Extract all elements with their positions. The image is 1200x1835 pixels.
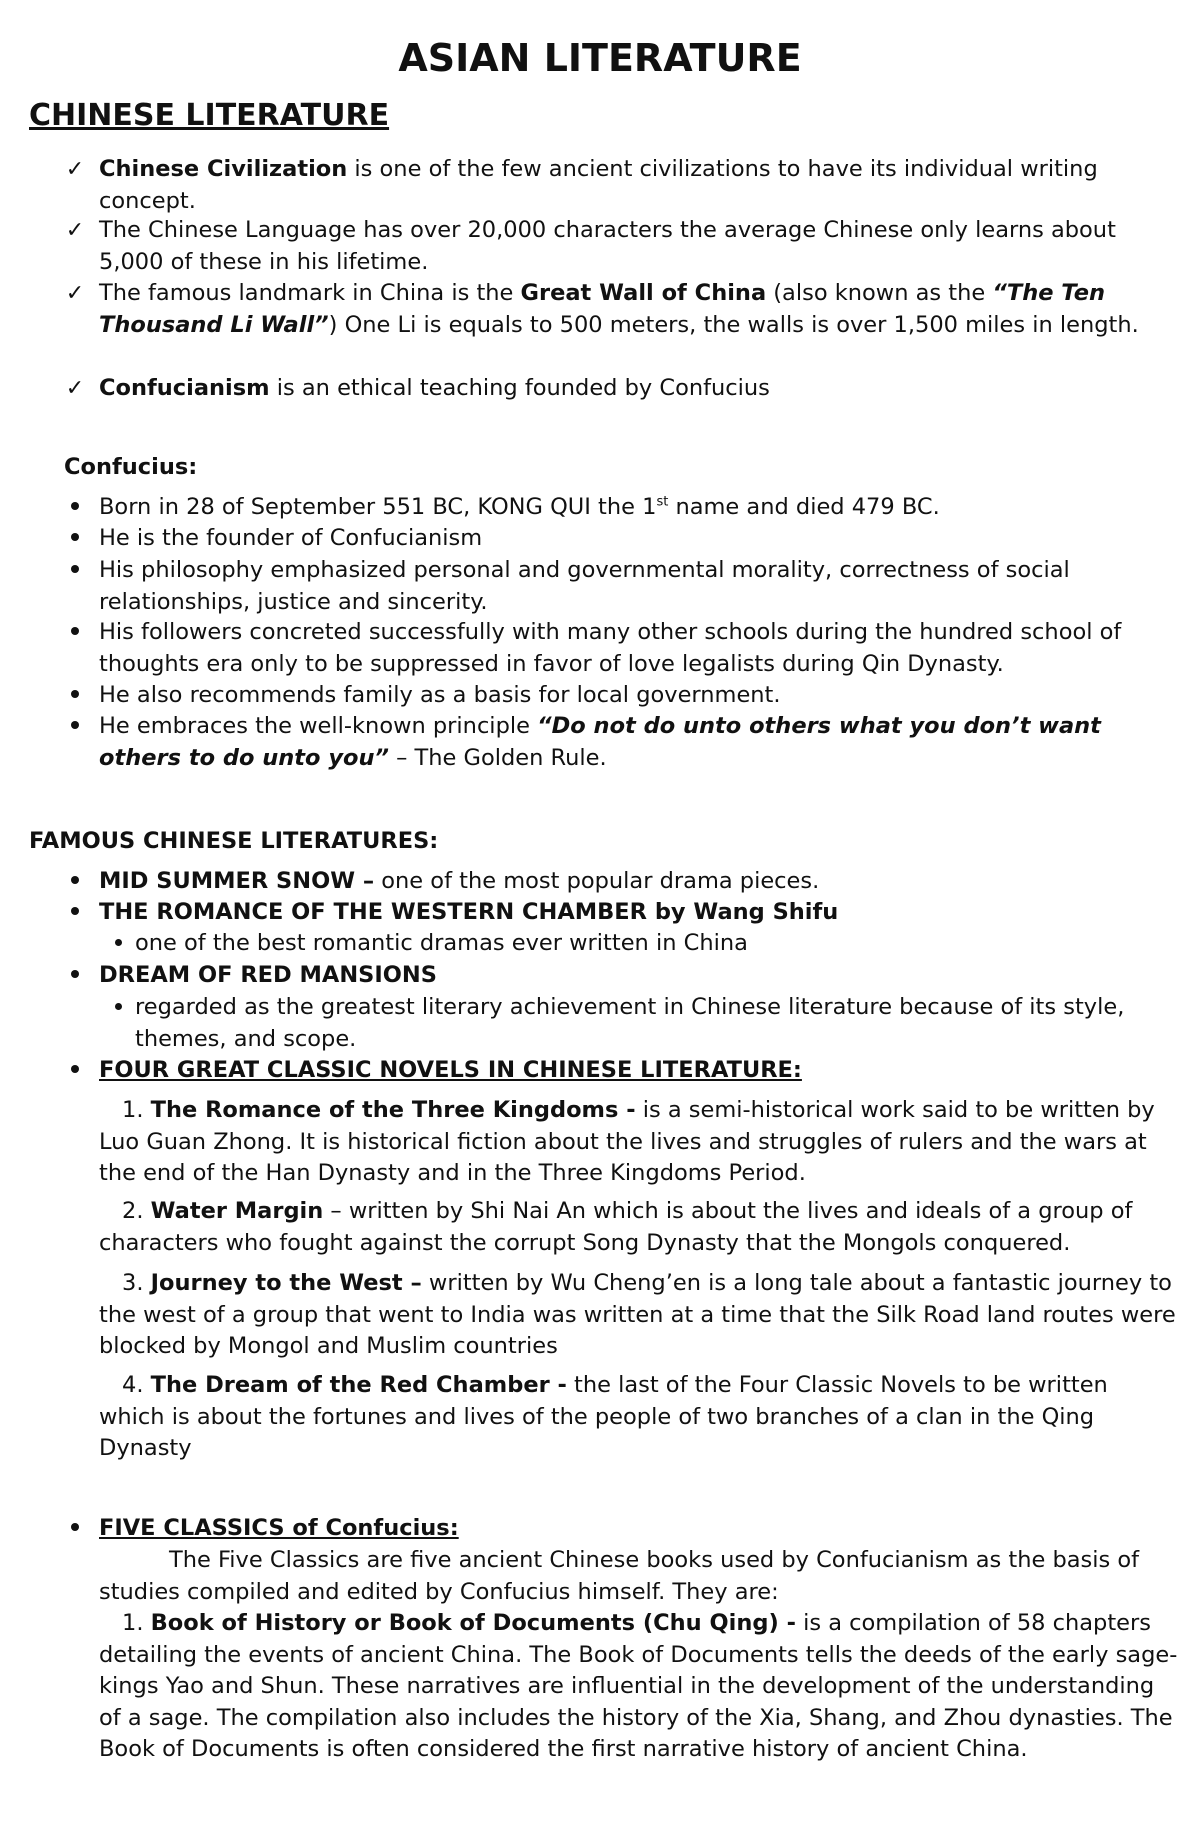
bullet-text: He is the founder of Confucianism bbox=[99, 525, 483, 551]
bullet-dot-icon bbox=[62, 492, 88, 524]
list-item bbox=[99, 617, 1181, 680]
bullet-dot-icon bbox=[62, 1055, 88, 1087]
quote-bold-italic: “Do not do unto others what you don’t want others to do unto you” bbox=[99, 713, 1101, 771]
document-title: ASIAN LITERATURE bbox=[398, 36, 802, 80]
five-classics-heading: FIVE CLASSICS of Confucius: bbox=[99, 1515, 459, 1541]
section-title: CHINESE LITERATURE bbox=[29, 98, 390, 133]
list-item bbox=[99, 960, 1184, 992]
list-number: 2. bbox=[122, 1198, 144, 1224]
checklist-bold: Chinese Civilization bbox=[99, 156, 348, 182]
five-classics-intro: The Five Classics are five ancient Chinese books used by Confucianism as the basis of studies compiled and edited by Confucius himself. They are: bbox=[99, 1547, 1140, 1605]
bullet-dot-icon bbox=[62, 866, 88, 898]
bullet-dot-icon bbox=[62, 711, 88, 743]
novel-item bbox=[99, 1095, 1179, 1190]
list-item bbox=[99, 680, 1181, 712]
check-mark-icon: ✓ bbox=[65, 157, 85, 182]
sub-list-item bbox=[135, 992, 1187, 1055]
check-mark-icon: ✓ bbox=[65, 376, 85, 401]
novel-title: Water Margin bbox=[150, 1198, 324, 1224]
check-mark-icon: ✓ bbox=[65, 218, 85, 243]
bullet-dot-icon bbox=[62, 1513, 88, 1545]
check-mark-icon: ✓ bbox=[65, 281, 85, 306]
list-item bbox=[99, 897, 1184, 929]
novel-item bbox=[99, 1370, 1179, 1465]
novel-description: is a semi-historical work said to be written by Luo Guan Zhong. It is historical fiction about the lives and struggles of rulers and the wars at the end of the Han Dynasty and in the Three Kingdoms Period. bbox=[99, 1097, 1155, 1186]
checklist-bold-italic: “The Ten Thousand Li Wall” bbox=[99, 280, 1106, 338]
checklist-item bbox=[65, 154, 1184, 217]
novel-title: The Dream of the Red Chamber - bbox=[150, 1372, 567, 1398]
checklist-text: (also known as the bbox=[766, 280, 993, 306]
literature-title: MID SUMMER SNOW – bbox=[99, 868, 375, 894]
novel-description: the last of the Four Classic Novels to be written which is about the fortunes and lives of the people of two branches of a clan in the Qing Dynasty bbox=[99, 1372, 1108, 1461]
bullet-dot-icon bbox=[62, 897, 88, 929]
list-number: 3. bbox=[122, 1270, 144, 1296]
checklist-text: is an ethical teaching founded by Confucius bbox=[269, 375, 770, 401]
bullet-dot-icon bbox=[105, 928, 131, 960]
bullet-text: His philosophy emphasized personal and governmental morality, correctness of social relationships, justice and sincerity. bbox=[99, 557, 1070, 615]
novel-item bbox=[99, 1268, 1179, 1363]
checklist-item bbox=[65, 278, 1184, 341]
novel-title: The Romance of the Three Kingdoms - bbox=[150, 1097, 636, 1123]
famous-heading: FAMOUS CHINESE LITERATURES: bbox=[29, 828, 439, 854]
bullet-text: – The Golden Rule. bbox=[388, 744, 607, 771]
checklist-item bbox=[65, 215, 1184, 278]
list-number: 4. bbox=[122, 1372, 144, 1398]
bullet-text: Born in 28 of September 551 BC, KONG QUI the 1 bbox=[99, 494, 657, 520]
novel-item bbox=[99, 1196, 1179, 1259]
bullet-dot-icon bbox=[62, 523, 88, 555]
checklist-text: The famous landmark in China is the bbox=[99, 280, 521, 306]
list-item bbox=[99, 555, 1181, 618]
sub-bullet-text: one of the best romantic dramas ever written in China bbox=[135, 930, 748, 956]
superscript: st bbox=[656, 494, 669, 510]
checklist-text: is one of the few ancient civilizations to have its individual writing concept. bbox=[99, 156, 1098, 214]
bullet-dot-icon bbox=[62, 960, 88, 992]
bullet-dot-icon bbox=[105, 992, 131, 1024]
classic-title: Book of History or Book of Documents (Chu Qing) - bbox=[150, 1610, 796, 1636]
checklist-text: ) One Li is equals to 500 meters, the walls is over 1,500 miles in length. bbox=[328, 311, 1139, 338]
list-item bbox=[99, 711, 1181, 774]
novel-description: written by Wu Cheng’en is a long tale about a fantastic journey to the west of a group that went to India was written at a time that the Silk Road land routes were blocked by Mongol and Muslim countries bbox=[99, 1270, 1176, 1359]
bullet-text: He embraces the well-known principle bbox=[99, 713, 538, 739]
checklist-bold: Great Wall of China bbox=[520, 280, 767, 306]
bullet-dot-icon bbox=[62, 617, 88, 649]
list-item bbox=[99, 1513, 1184, 1545]
literature-title: THE ROMANCE OF THE WESTERN CHAMBER by Wang Shifu bbox=[99, 899, 839, 925]
list-number: 1. bbox=[122, 1097, 144, 1123]
bullet-text: one of the most popular drama pieces. bbox=[374, 868, 820, 894]
bullet-text: He also recommends family as a basis for local government. bbox=[99, 682, 781, 708]
checklist-item bbox=[65, 373, 1184, 405]
list-number: 1. bbox=[122, 1610, 144, 1636]
list-item bbox=[99, 866, 1184, 898]
sub-list-item bbox=[135, 928, 1187, 960]
classic-description: is a compilation of 58 chapters detailing the events of ancient China. The Book of Documents tells the deeds of the early sage-kings Yao and Shun. These narratives are influential in the development of the understanding of a sage. The compilation also includes the history of the Xia, Shang, and Zhou dynasties. The Book of Documents is often considered the first narrative history of ancient China. bbox=[99, 1610, 1178, 1762]
list-item bbox=[99, 1055, 1184, 1087]
literature-title: DREAM OF RED MANSIONS bbox=[99, 962, 437, 988]
sub-bullet-text: regarded as the greatest literary achievement in Chinese literature because of its style, themes, and scope. bbox=[135, 994, 1125, 1052]
bullet-dot-icon bbox=[62, 555, 88, 587]
bullet-text: His followers concreted successfully with many other schools during the hundred school of thoughts era only to be suppressed in favor of love legalists during Qin Dynasty. bbox=[99, 619, 1122, 677]
novels-heading: FOUR GREAT CLASSIC NOVELS IN CHINESE LITERATURE: bbox=[99, 1057, 802, 1083]
bullet-text: name and died 479 BC. bbox=[668, 494, 940, 520]
bullet-dot-icon bbox=[62, 680, 88, 712]
novel-title: Journey to the West – bbox=[150, 1270, 422, 1296]
list-item bbox=[99, 492, 1181, 524]
list-item bbox=[99, 523, 1181, 555]
checklist-bold: Confucianism bbox=[99, 375, 270, 401]
confucius-heading: Confucius: bbox=[64, 454, 198, 480]
novel-description: – written by Shi Nai An which is about the lives and ideals of a group of characters who fought against the corrupt Song Dynasty that the Mongols conquered. bbox=[99, 1198, 1133, 1256]
classic-item bbox=[99, 1608, 1179, 1766]
checklist-text: The Chinese Language has over 20,000 characters the average Chinese only learns about 5,000 of these in his lifetime. bbox=[99, 217, 1116, 275]
